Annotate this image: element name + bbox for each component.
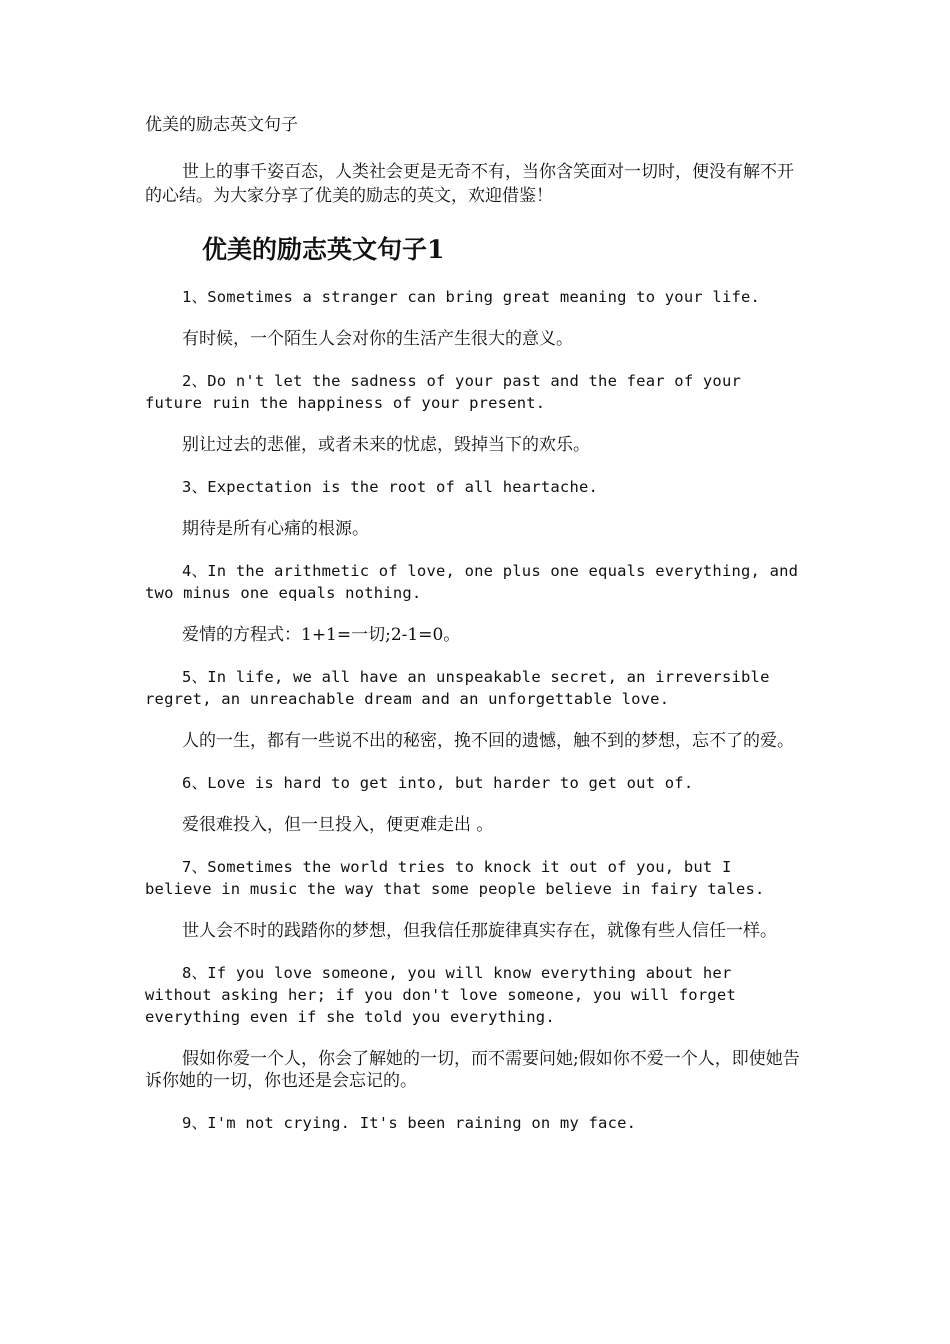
- document-title: 优美的励志英文句子: [145, 115, 298, 135]
- quote-chinese: 爱情的方程式：1+1=一切;2-1=0。: [182, 625, 461, 645]
- quote-english: 5、In life, we all have an unspeakable secret, an irreversible regret, an unreachable dream and an unforgettable love.: [145, 668, 770, 708]
- quote-chinese: 爱很难投入，但一旦投入，便更难走出 。: [182, 815, 494, 835]
- quote-english: 7、Sometimes the world tries to knock it out of you, but I believe in music the way that some people believe in fairy tales.: [145, 858, 765, 898]
- quote-english: 3、Expectation is the root of all heartache.: [182, 478, 599, 496]
- quote-chinese: 别让过去的悲催，或者未来的忧虑，毁掉当下的欢乐。: [182, 435, 590, 455]
- quote-chinese: 人的一生，都有一些说不出的秘密，挽不回的遗憾，触不到的梦想，忘不了的爱。: [182, 731, 794, 751]
- quote-chinese: 期待是所有心痛的根源。: [182, 519, 369, 539]
- quote-english: 1、Sometimes a stranger can bring great meaning to your life.: [182, 288, 761, 306]
- quote-english: 6、Love is hard to get into, but harder to get out of.: [182, 774, 694, 792]
- quote-english: 2、Do n't let the sadness of your past and the fear of your future ruin the happiness of your present.: [145, 372, 742, 412]
- intro-paragraph: 世上的事千姿百态，人类社会更是无奇不有，当你含笑面对一切时，便没有解不开的心结。为大家分享了优美的励志的英文，欢迎借鉴！: [145, 162, 794, 206]
- document-page: [145, 112, 805, 1154]
- quote-chinese: 世人会不时的践踏你的梦想，但我信任那旋律真实存在，就像有些人信任一样。: [182, 921, 777, 941]
- quote-english: 8、If you love someone, you will know everything about her without asking her; if you don't love someone, you will forget everything even if she told you everything.: [145, 964, 736, 1026]
- quote-english: 9、I'm not crying. It's been raining on my face.: [182, 1114, 637, 1132]
- quote-english: 4、In the arithmetic of love, one plus one equals everything, and two minus one equals nothing.: [145, 562, 799, 602]
- quote-chinese: 假如你爱一个人，你会了解她的一切，而不需要问她;假如你不爱一个人，即使她告诉你她的一切，你也还是会忘记的。: [145, 1049, 800, 1091]
- section-heading: 优美的励志英文句子1: [202, 235, 445, 264]
- quote-chinese: 有时候，一个陌生人会对你的生活产生很大的意义。: [182, 329, 573, 349]
